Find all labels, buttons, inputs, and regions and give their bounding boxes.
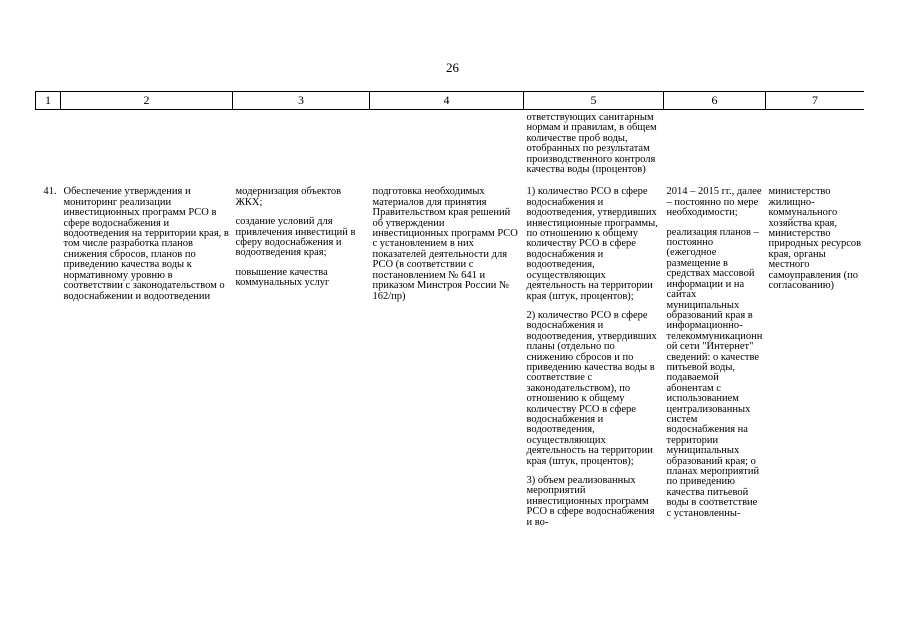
deadline-item: реализация планов – постоянно (ежегодное размещение в средствах массовой информации и на сайтах муниципальных образований края в информационно-телекоммуникационной сети "Интернет" сведений: о качестве питьевой воды, подаваемой абонентам с использованием централизованных систем водоснабжения на территории муниципальных образований края; о планах мероприятий по приведению качества питьевой воды в соответствие с установленны-	[666, 226, 763, 519]
table-row-41	[36, 187, 865, 537]
header-row	[36, 92, 865, 110]
header-cell-1: 1	[36, 92, 61, 110]
deadline-cell	[664, 187, 766, 537]
header-cell-7: 7	[766, 92, 865, 110]
responsible-executor-cell: министерство жилищно-коммунального хозяйства края, министерство природных ресурсов края, органы местного самоуправления (по согласованию)	[768, 186, 862, 292]
expected-result-cell	[233, 187, 370, 537]
measure-name-cell: Обеспечение утверждения и мониторинг реализации инвестиционных программ РСО в сфере водоснабжения и водоотведения на территории края, в том числе разработка планов снижения сбросов, планов по приведению качества воды к нормативному уровню в соответствии с законодательством о водоснабжении и водоотведении	[63, 186, 229, 302]
cell-empty	[36, 110, 61, 188]
continuation-indicator-cell: ответствующих санитарным нормам и правилам, в общем количестве проб воды, отобранных по результатам производственного контроля качества воды (процентов)	[526, 112, 657, 176]
expected-result-item: создание условий для привлечения инвестиций в сферу водоснабжения и водоотведения края;	[235, 216, 356, 259]
indicator-item: 1) количество РСО в сфере водоснабжения и водоотведения, утвердивших инвестиционные программы, по отношению к общему количеству РСО в сфере водоснабжения и водоотведения, осуществляющих деятельность на территории края (штук, процентов);	[526, 186, 658, 302]
deadline-item: 2014 – 2015 гг., далее – постоянно по мере необходимости;	[666, 186, 762, 219]
table-row-continuation	[36, 110, 865, 188]
header-cell-5: 5	[524, 92, 664, 110]
cell-empty	[370, 110, 524, 188]
cell-empty	[233, 110, 370, 188]
header-cell-3: 3	[233, 92, 370, 110]
cell-empty	[664, 110, 766, 188]
header-cell-6: 6	[664, 92, 766, 110]
cell-empty	[61, 110, 233, 188]
page-number: 26	[446, 60, 459, 75]
header-cell-4: 4	[370, 92, 524, 110]
table-frame	[35, 91, 864, 631]
indicator-item: 3) объем реализованных мероприятий инвестиционных программ РСО в сфере водоснабжения и во-	[526, 475, 655, 528]
indicator-item: 2) количество РСО в сфере водоснабжения и водоотведения, утвердивших планы (отдельно по снижению сбросов и по приведению качества воды в соответствие с законодательством), по отношению к общему количеству РСО в сфере водоснабжения и водоотведения, осуществляющих деятельность на территории края (штук, процентов);	[526, 309, 657, 467]
cell-empty	[766, 110, 865, 188]
implementation-mechanism-cell: подготовка необходимых материалов для принятия Правительством края решений об утверждении инвестиционных программ РСО с установлением в них показателей деятельности для РСО (в соответствии с постановлением № 641 и приказом Минстроя России № 162/пр)	[372, 186, 518, 302]
measures-table	[35, 91, 864, 537]
indicators-cell	[524, 187, 664, 537]
expected-result-item: повышение качества коммунальных услуг	[235, 266, 330, 289]
header-cell-2: 2	[61, 92, 233, 110]
expected-result-item: модернизация объектов ЖКХ;	[235, 186, 342, 208]
row-number: 41.	[43, 186, 57, 198]
